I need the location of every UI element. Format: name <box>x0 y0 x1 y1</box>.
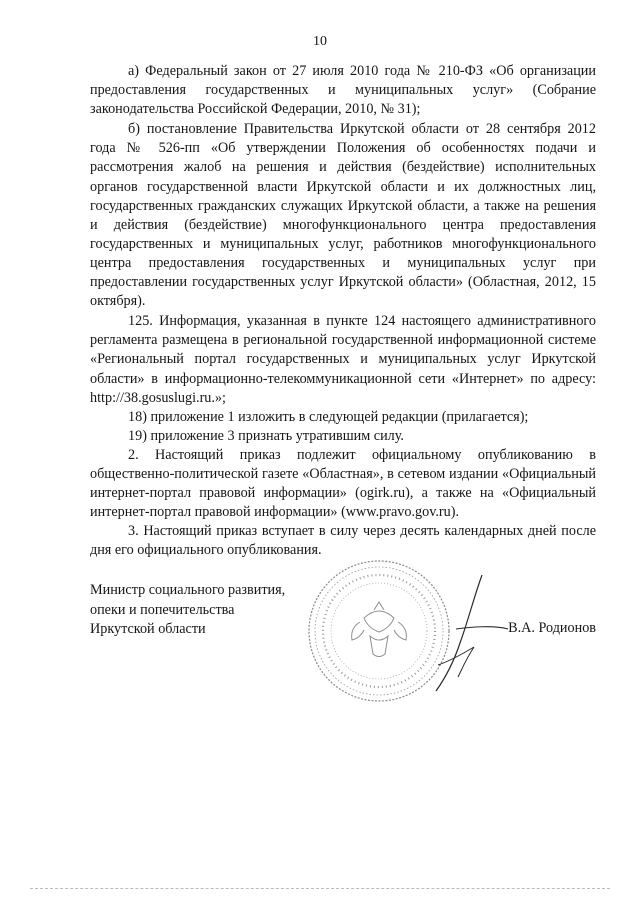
page-bottom-rule <box>30 888 610 889</box>
page-number: 10 <box>313 34 327 49</box>
paragraph-effective-date: 3. Настоящий приказ вступает в силу через десять календарных дней после дня его официального опубликования. <box>90 523 596 559</box>
paragraph-law-210: а) Федеральный закон от 27 июля 2010 года № 210-ФЗ «Об организации предоставления государственных и муниципальных услуг» (Собрание законодательства Российской Федерации, 2010, № 31); <box>90 63 596 118</box>
document-body <box>90 62 596 560</box>
signer-name: В.А. Родионов <box>508 620 596 636</box>
paragraph-publication: 2. Настоящий приказ подлежит официальному опубликованию в общественно-политической газете «Областная», в сетевом издании «Официальный интернет-портал правовой информации» (ogirk.ru), а также на «Официальный интернет-портал правовой информации» (www.pravo.gov.ru). <box>90 446 596 521</box>
paragraph-resolution-526: б) постановление Правительства Иркутской области от 28 сентября 2012 года № 526-пп «Об утверждении Положения об особенностях подачи и рассмотрения жалоб на решения и действия (бездействие) исполнительных органов государственной власти Иркутской области и их должностных лиц, государственных гражданских служащих Иркутской области, а также на решения и действия (бездействие) многофункционального центра предоставления государственных и муниципальных услуг, работников многофункционального центра предоставления государственных и муниципальных услуг при предоставлении государственных услуг Иркутской области» (Областная, 2012, 15 октября). <box>90 121 596 310</box>
signer-position-line: Министр социального развития, <box>90 582 286 598</box>
signer-position-line: опеки и попечительства <box>90 601 235 618</box>
signature-block <box>90 581 596 691</box>
paragraph-appendix-1: 18) приложение 1 изложить в следующей редакции (прилагается); <box>128 408 529 425</box>
signer-position-line: Иркутской области <box>90 621 206 637</box>
signer-position <box>90 581 285 640</box>
paragraph-appendix-3: 19) приложение 3 признать утратившим силу. <box>128 427 404 444</box>
handwritten-signature-icon <box>408 569 518 699</box>
paragraph-125: 125. Информация, указанная в пункте 124 настоящего административного регламента размещена в региональной государственной информационной системе «Региональный портал государственных и муниципальных услуг Иркутской области» в информационно-телекоммуникационной сети «Интернет» по адресу: http://38.gosuslugi.ru.»; <box>90 313 596 406</box>
